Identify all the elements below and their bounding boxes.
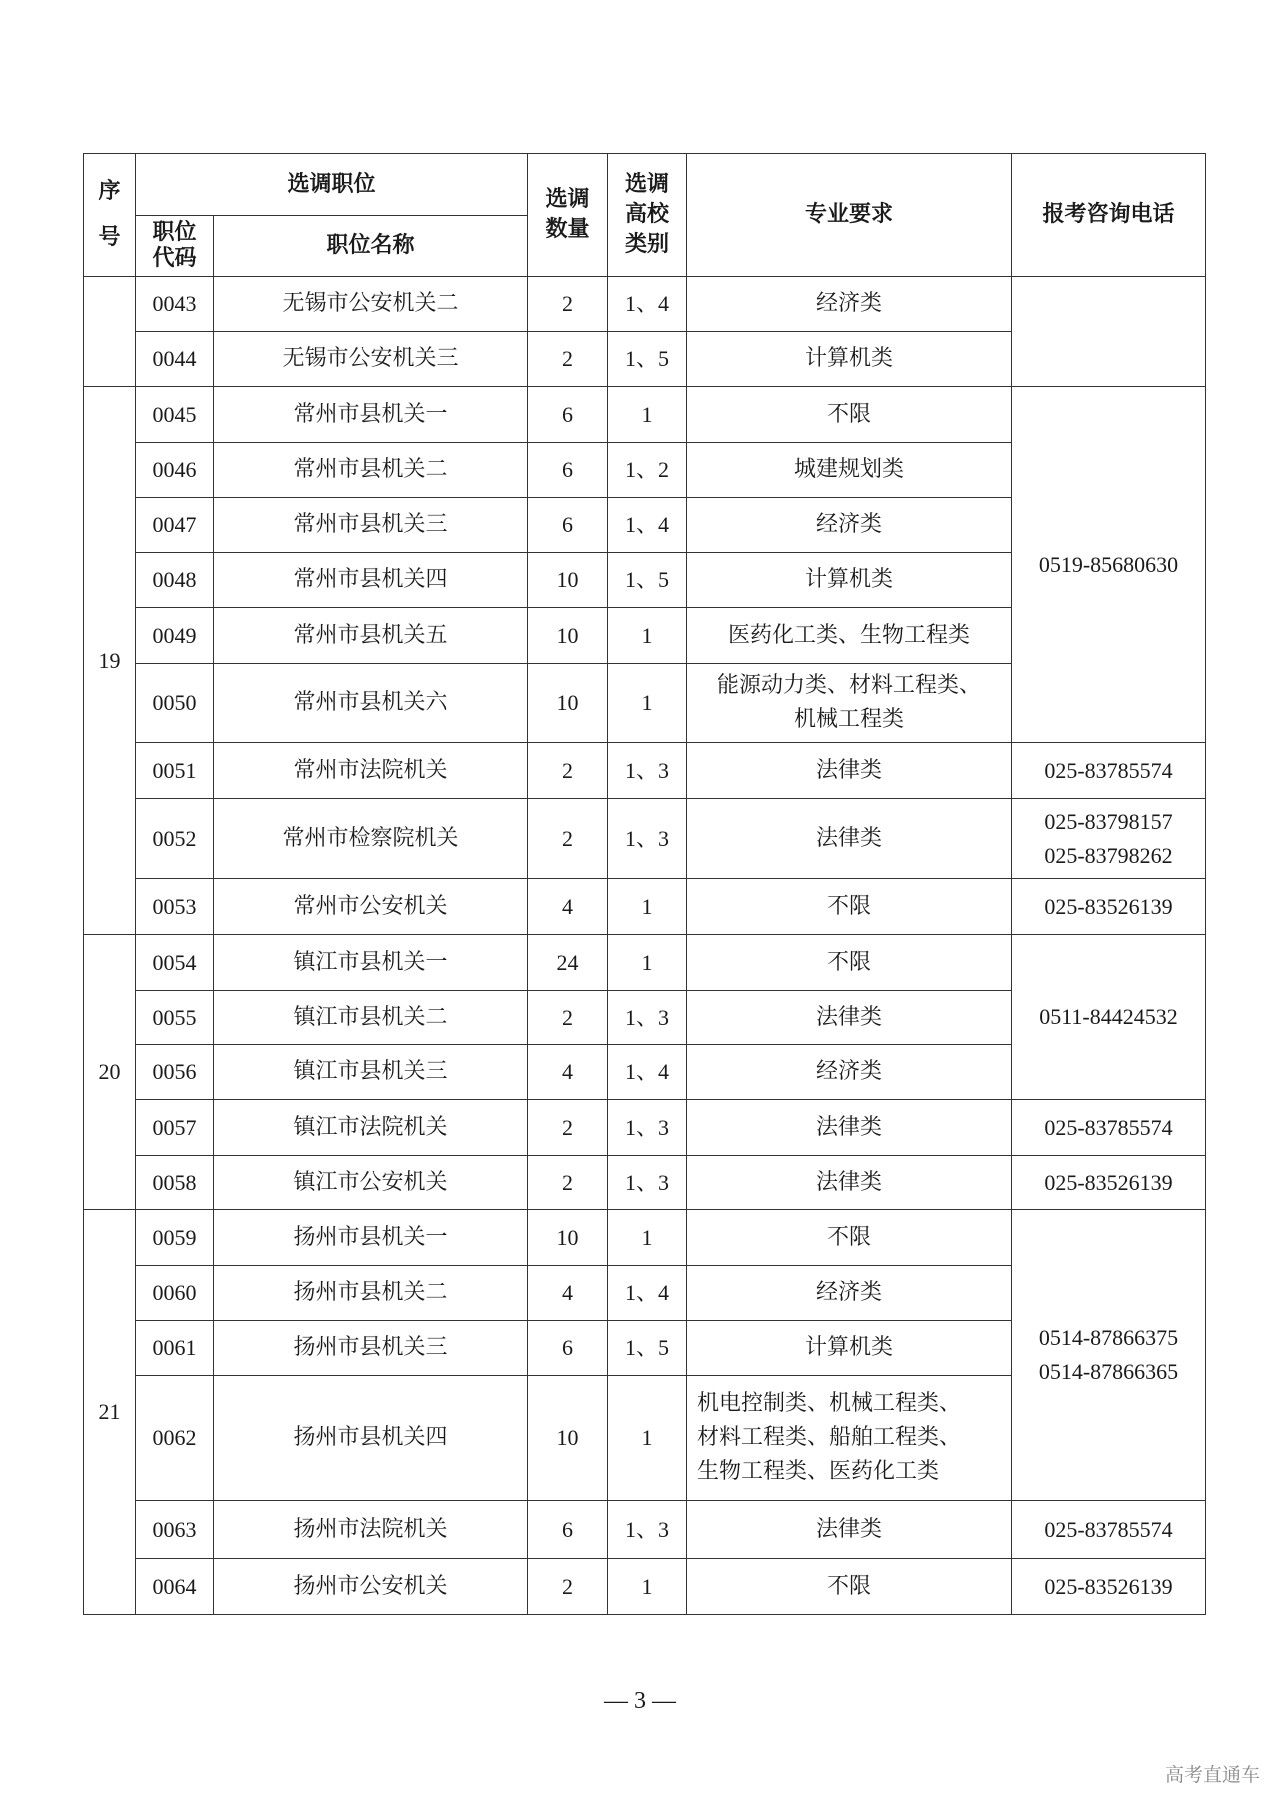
major-cell [687, 443, 1012, 498]
phone-number: 025-83785574 [1044, 1516, 1173, 1542]
major-line: 不限 [827, 1573, 872, 1599]
table-row [84, 277, 1206, 332]
header-code-line: 代码 [152, 246, 197, 271]
header-count-line: 数量 [545, 217, 590, 242]
code-cell: 0050 [136, 664, 214, 743]
name-cell: 常州市县机关三 [214, 498, 528, 553]
code-cell: 0056 [136, 1045, 214, 1100]
major-line: 法律类 [816, 1004, 883, 1030]
phone-number: 025-83526139 [1044, 1169, 1173, 1195]
code-cell: 0047 [136, 498, 214, 553]
code-cell: 0051 [136, 743, 214, 799]
header-major: 专业要求 [687, 154, 1012, 277]
school-cell: 1 [608, 1210, 687, 1266]
table-row [84, 799, 1206, 879]
code-cell: 0044 [136, 332, 214, 387]
seq-cell [84, 277, 136, 387]
phone-number: 0514-87866365 [1038, 1359, 1179, 1384]
code-cell: 0045 [136, 387, 214, 443]
header-position-group: 选调职位 [136, 154, 528, 216]
major-cell [687, 1376, 1012, 1501]
header-phone: 报考咨询电话 [1012, 154, 1206, 277]
position-table [83, 153, 1206, 1615]
table-row [84, 1501, 1206, 1559]
page-number: — 3 — [604, 1688, 676, 1714]
count-cell: 2 [528, 1100, 608, 1156]
major-cell [687, 553, 1012, 608]
major-cell [687, 1321, 1012, 1376]
name-cell: 镇江市公安机关 [214, 1156, 528, 1210]
school-cell: 1、4 [608, 1045, 687, 1100]
header-count [528, 154, 608, 277]
header-seq-char: 序 [98, 179, 121, 204]
count-cell: 2 [528, 332, 608, 387]
phone-cell [1012, 799, 1206, 879]
phone-cell [1012, 277, 1206, 387]
phone-cell [1012, 1100, 1206, 1156]
phone-number: 025-83785574 [1044, 757, 1173, 783]
name-cell: 常州市法院机关 [214, 743, 528, 799]
name-cell: 镇江市县机关二 [214, 991, 528, 1045]
name-cell: 扬州市法院机关 [214, 1501, 528, 1559]
school-cell: 1 [608, 664, 687, 743]
major-cell [687, 1210, 1012, 1266]
count-cell: 2 [528, 743, 608, 799]
watermark: 高考直通车 [1164, 1764, 1260, 1786]
school-cell: 1、3 [608, 991, 687, 1045]
code-cell: 0048 [136, 553, 214, 608]
major-cell [687, 498, 1012, 553]
name-cell: 常州市检察院机关 [214, 799, 528, 879]
school-cell: 1、5 [608, 332, 687, 387]
code-cell: 0058 [136, 1156, 214, 1210]
seq-cell: 20 [84, 935, 136, 1210]
header-seq-char: 号 [98, 225, 121, 250]
major-cell [687, 1266, 1012, 1321]
count-cell: 6 [528, 443, 608, 498]
phone-number: 025-83785574 [1044, 1114, 1173, 1140]
major-cell [687, 332, 1012, 387]
table-row [84, 1156, 1206, 1210]
major-line: 经济类 [816, 1059, 883, 1084]
code-cell: 0057 [136, 1100, 214, 1156]
phone-cell [1012, 879, 1206, 935]
school-cell: 1 [608, 1376, 687, 1501]
code-cell: 0061 [136, 1321, 214, 1376]
header-school-line: 高校 [625, 202, 670, 227]
major-cell [687, 1045, 1012, 1100]
major-cell [687, 277, 1012, 332]
count-cell: 6 [528, 1501, 608, 1559]
major-line: 生物工程类、医药化工类 [697, 1459, 940, 1484]
school-cell: 1、5 [608, 1321, 687, 1376]
major-line: 不限 [827, 949, 872, 975]
phone-cell [1012, 743, 1206, 799]
header-count-line: 选调 [545, 187, 590, 212]
code-cell: 0062 [136, 1376, 214, 1501]
code-cell: 0049 [136, 608, 214, 664]
major-line: 法律类 [816, 825, 883, 851]
header-school [608, 154, 687, 277]
code-cell: 0064 [136, 1559, 214, 1615]
major-cell [687, 799, 1012, 879]
count-cell: 4 [528, 1266, 608, 1321]
seq-cell: 19 [84, 387, 136, 935]
name-cell: 镇江市县机关三 [214, 1045, 528, 1100]
school-cell: 1 [608, 608, 687, 664]
major-line: 计算机类 [805, 1335, 894, 1360]
header-school-line: 选调 [625, 172, 670, 197]
major-line: 材料工程类、船舶工程类、 [697, 1425, 962, 1450]
phone-number: 0511-84424532 [1039, 1004, 1178, 1029]
code-cell: 0043 [136, 277, 214, 332]
major-line: 不限 [827, 401, 872, 427]
major-line: 经济类 [816, 512, 883, 537]
header-code [136, 216, 214, 277]
count-cell: 6 [528, 498, 608, 553]
major-line: 城建规划类 [794, 457, 905, 482]
code-cell: 0053 [136, 879, 214, 935]
major-cell [687, 1501, 1012, 1559]
count-cell: 2 [528, 277, 608, 332]
name-cell: 扬州市县机关四 [214, 1376, 528, 1501]
count-cell: 10 [528, 608, 608, 664]
phone-number: 0519-85680630 [1038, 551, 1179, 577]
major-line: 经济类 [816, 291, 883, 316]
code-cell: 0052 [136, 799, 214, 879]
major-cell [687, 608, 1012, 664]
code-cell: 0046 [136, 443, 214, 498]
name-cell: 无锡市公安机关二 [214, 277, 528, 332]
count-cell: 4 [528, 1045, 608, 1100]
major-line: 医药化工类、生物工程类 [728, 622, 971, 648]
school-cell: 1、3 [608, 799, 687, 879]
major-line: 不限 [827, 1224, 872, 1250]
major-line: 能源动力类、材料工程类、 [717, 673, 982, 698]
school-cell: 1、3 [608, 1156, 687, 1210]
major-line: 不限 [827, 893, 872, 919]
school-cell: 1、3 [608, 743, 687, 799]
major-line: 计算机类 [805, 346, 894, 371]
phone-number: 025-83798157 [1044, 808, 1173, 834]
header-school-line: 类别 [625, 232, 670, 257]
phone-cell [1012, 1559, 1206, 1615]
major-line: 法律类 [816, 1516, 883, 1542]
name-cell: 扬州市县机关三 [214, 1321, 528, 1376]
header-code-line: 职位 [152, 220, 197, 245]
school-cell: 1、5 [608, 553, 687, 608]
table-row [84, 743, 1206, 799]
phone-cell [1012, 1501, 1206, 1559]
table-row [84, 879, 1206, 935]
phone-number: 025-83526139 [1044, 893, 1173, 919]
count-cell: 10 [528, 553, 608, 608]
major-cell [687, 991, 1012, 1045]
table-row [84, 1100, 1206, 1156]
school-cell: 1、4 [608, 1266, 687, 1321]
count-cell: 2 [528, 991, 608, 1045]
name-cell: 常州市县机关五 [214, 608, 528, 664]
name-cell: 镇江市县机关一 [214, 935, 528, 991]
phone-number: 025-83798262 [1044, 842, 1173, 868]
major-line: 法律类 [816, 1169, 883, 1195]
school-cell: 1、2 [608, 443, 687, 498]
major-line: 经济类 [816, 1280, 883, 1305]
table-row [84, 935, 1206, 991]
code-cell: 0055 [136, 991, 214, 1045]
header-seq [84, 154, 136, 277]
school-cell: 1、4 [608, 498, 687, 553]
code-cell: 0054 [136, 935, 214, 991]
name-cell: 常州市县机关四 [214, 553, 528, 608]
major-line: 计算机类 [805, 567, 894, 592]
code-cell: 0063 [136, 1501, 214, 1559]
phone-number: 0514-87866375 [1038, 1325, 1179, 1350]
seq-cell: 21 [84, 1210, 136, 1615]
major-cell [687, 935, 1012, 991]
major-cell [687, 387, 1012, 443]
name-cell: 无锡市公安机关三 [214, 332, 528, 387]
major-line: 法律类 [816, 757, 883, 783]
major-cell [687, 664, 1012, 743]
phone-cell [1012, 1210, 1206, 1501]
school-cell: 1、3 [608, 1100, 687, 1156]
major-cell [687, 1100, 1012, 1156]
name-cell: 常州市县机关六 [214, 664, 528, 743]
phone-number: 025-83526139 [1044, 1573, 1173, 1599]
table-body [84, 277, 1206, 1615]
count-cell: 10 [528, 1376, 608, 1501]
phone-cell [1012, 387, 1206, 743]
name-cell: 镇江市法院机关 [214, 1100, 528, 1156]
phone-cell [1012, 1156, 1206, 1210]
name-cell: 常州市县机关二 [214, 443, 528, 498]
major-line: 机电控制类、机械工程类、 [697, 1391, 962, 1416]
major-cell [687, 1156, 1012, 1210]
header-name: 职位名称 [214, 216, 528, 277]
major-cell [687, 1559, 1012, 1615]
count-cell: 6 [528, 1321, 608, 1376]
name-cell: 常州市县机关一 [214, 387, 528, 443]
count-cell: 2 [528, 1156, 608, 1210]
school-cell: 1 [608, 879, 687, 935]
count-cell: 2 [528, 799, 608, 879]
school-cell: 1 [608, 1559, 687, 1615]
school-cell: 1、3 [608, 1501, 687, 1559]
count-cell: 10 [528, 1210, 608, 1266]
code-cell: 0060 [136, 1266, 214, 1321]
name-cell: 常州市公安机关 [214, 879, 528, 935]
name-cell: 扬州市公安机关 [214, 1559, 528, 1615]
count-cell: 2 [528, 1559, 608, 1615]
school-cell: 1 [608, 387, 687, 443]
name-cell: 扬州市县机关一 [214, 1210, 528, 1266]
school-cell: 1、4 [608, 277, 687, 332]
count-cell: 4 [528, 879, 608, 935]
count-cell: 6 [528, 387, 608, 443]
major-cell [687, 743, 1012, 799]
count-cell: 24 [528, 935, 608, 991]
major-line: 法律类 [816, 1114, 883, 1140]
school-cell: 1 [608, 935, 687, 991]
major-cell [687, 879, 1012, 935]
table-row [84, 1210, 1206, 1266]
table-row [84, 387, 1206, 443]
table-row [84, 1559, 1206, 1615]
code-cell: 0059 [136, 1210, 214, 1266]
name-cell: 扬州市县机关二 [214, 1266, 528, 1321]
major-line: 机械工程类 [794, 707, 905, 732]
phone-cell [1012, 935, 1206, 1100]
count-cell: 10 [528, 664, 608, 743]
